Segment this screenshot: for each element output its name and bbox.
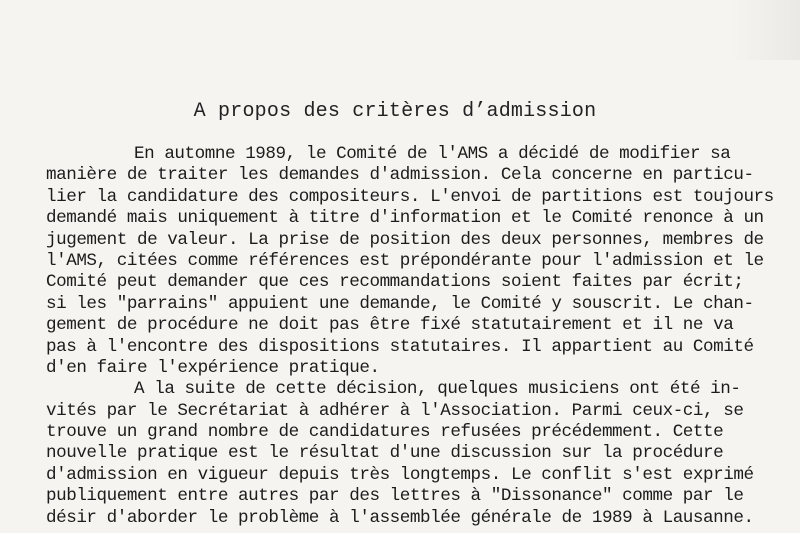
text-line: Comité peut demander que ces recommandations soient faites par écrit; [46,272,744,293]
text-line: demandé mais uniquement à titre d'information et le Comité renonce à un [46,208,764,229]
text-line: gement de procédure ne doit pas être fixé statutairement et il ne va [46,315,734,336]
page-title: A propos des critères d’admission [193,100,597,123]
text-line: trouve un grand nombre de candidatures refusées précédemment. Cette [46,422,724,443]
text-line: nouvelle pratique est le résultat d'une discussion sur la procédure [46,443,724,464]
text-line: l'AMS, citées comme références est prépondérante pour l'admission et le [46,250,764,271]
text-line: vités par le Secrétariat à adhérer à l'Association. Parmi ceux-ci, se [46,400,744,421]
text-line: d'admission en vigueur depuis très longtemps. Le conflit s'est exprimé [46,464,754,485]
text-line: En automne 1989, le Comité de l'AMS a décidé de modifier sa [134,144,731,164]
text-line: si les "parrains" appuient une demande, le Comité y souscrit. Le chan- [46,293,754,314]
text-line: lier la candidature des compositeurs. L'envoi de partitions est toujours [46,186,774,207]
body-text [46,144,786,529]
text-line: jugement de valeur. La prise de position des deux personnes, membres de [46,229,764,250]
text-line: désir d'aborder le problème à l'assemblée générale de 1989 à Lausanne. [46,507,754,528]
text-line: d'en faire l'expérience pratique. [46,357,380,378]
text-line: publiquement entre autres par des lettres à "Dissonance" comme par le [46,486,744,507]
scan-edge-shadow [730,0,800,60]
text-line: A la suite de cette décision, quelques musiciens ont été in- [134,379,741,400]
text-line: manière de traiter les demandes d'admission. Cela concerne en particu- [46,165,754,186]
text-line: pas à l'encontre des dispositions statutaires. Il appartient au Comité [46,336,754,357]
